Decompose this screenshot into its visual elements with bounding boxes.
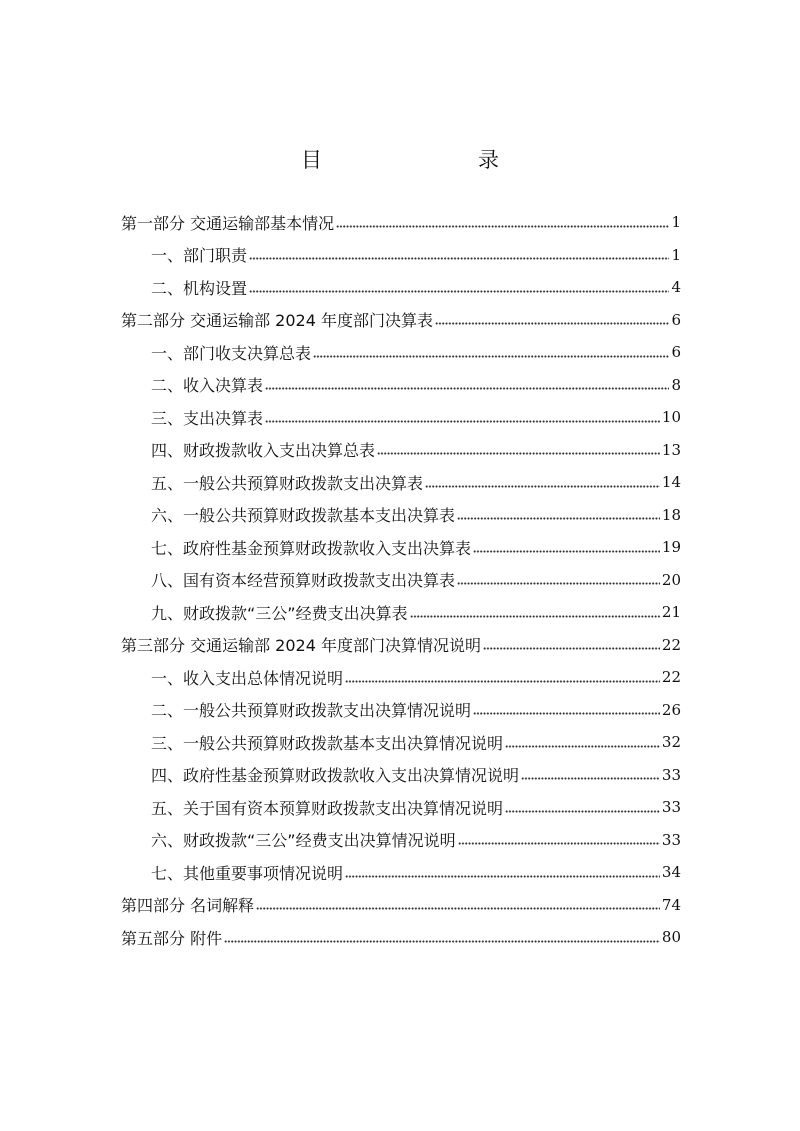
toc-entry-text: 一、部门职责 [151,246,248,266]
dot-leader [473,539,660,555]
toc-section-entry[interactable] [121,271,681,304]
toc-page-number: 32 [661,733,681,752]
toc-section-entry[interactable] [121,856,681,889]
toc-entry-text: 五、关于国有资本预算财政拨款支出决算情况说明 [151,798,504,818]
toc-page-number: 34 [661,863,681,882]
toc-section-entry[interactable] [121,564,681,597]
toc-page-number: 1 [671,213,681,232]
toc-part-entry[interactable] [121,889,681,922]
toc-entry-text: 六、一般公共预算财政拨款基本支出决算表 [151,506,456,526]
toc-entry-text: 一、部门收支决算总表 [151,343,312,363]
dot-leader [435,312,669,328]
toc-entry-text: 一、收入支出总体情况说明 [151,668,344,688]
toc-page-number: 20 [661,570,681,589]
toc-part-entry[interactable] [121,206,681,239]
toc-page-number: 22 [661,635,681,654]
dot-leader [336,214,669,230]
toc-entry-text: 六、财政拨款“三公”经费支出决算情况说明 [151,831,456,851]
toc-page-number: 33 [661,765,681,784]
toc-section-entry[interactable] [121,694,681,727]
toc-section-entry[interactable] [121,531,681,564]
toc-page-number: 33 [661,798,681,817]
toc-section-entry[interactable] [121,336,681,369]
toc-page-number: 6 [671,343,681,362]
toc-page-number: 22 [661,668,681,687]
toc-section-entry[interactable] [121,791,681,824]
toc-entry-text: 第四部分 名词解释 [121,896,255,916]
dot-leader [345,669,660,685]
toc-page-number: 14 [661,473,681,492]
toc-entry-text: 二、机构设置 [151,278,248,298]
toc-page-number: 6 [671,310,681,329]
toc-section-entry[interactable] [121,726,681,759]
toc-part-entry[interactable] [121,921,681,954]
toc-title: 目 录 [301,148,537,172]
toc-page-number: 74 [661,895,681,914]
toc-page-number: 1 [671,245,681,264]
toc-entry-text: 九、财政拨款“三公”经费支出决算表 [151,603,408,623]
toc-section-entry[interactable] [121,499,681,532]
toc-entry-text: 三、一般公共预算财政拨款基本支出决算情况说明 [151,733,504,753]
toc-entry-text: 第五部分 附件 [121,928,223,948]
toc-entry-text: 八、国有资本经营预算财政拨款支出决算表 [151,571,456,591]
toc-entry-text: 第二部分 交通运输部 2024 年度部门决算表 [121,311,433,331]
toc-section-entry[interactable] [121,661,681,694]
dot-leader [249,247,669,263]
dot-leader [249,279,669,295]
toc-entry-text: 三、支出决算表 [151,408,264,428]
dot-leader [458,832,660,848]
dot-leader [505,734,660,750]
toc-entry-text: 四、财政拨款收入支出决算总表 [151,441,376,461]
toc-entry-text: 四、政府性基金预算财政拨款收入支出决算情况说明 [151,766,520,786]
toc-entry-text: 七、其他重要事项情况说明 [151,863,344,883]
toc-section-entry[interactable] [121,369,681,402]
toc-section-entry[interactable] [121,401,681,434]
toc-page-number: 21 [661,603,681,622]
dot-leader [473,702,660,718]
toc-part-entry[interactable] [121,629,681,662]
dot-leader [345,864,660,880]
toc-section-entry[interactable] [121,596,681,629]
dot-leader [313,344,669,360]
toc-entry-text: 二、一般公共预算财政拨款支出决算情况说明 [151,701,472,721]
toc-page-number: 33 [661,830,681,849]
dot-leader [224,929,660,945]
dot-leader [377,442,660,458]
dot-leader [410,604,660,620]
toc-page-number: 19 [661,538,681,557]
toc-entry-text: 二、收入决算表 [151,376,264,396]
toc-page-number: 10 [661,408,681,427]
dot-leader [256,897,660,913]
toc-entry-text: 五、一般公共预算财政拨款支出决算表 [151,473,424,493]
toc-section-entry[interactable] [121,759,681,792]
toc-page-number: 13 [661,440,681,459]
dot-leader [457,572,660,588]
toc-section-entry[interactable] [121,466,681,499]
toc-section-entry[interactable] [121,434,681,467]
dot-leader [505,799,660,815]
dot-leader [265,409,660,425]
toc-entry-text: 第三部分 交通运输部 2024 年度部门决算情况说明 [121,636,481,656]
dot-leader [521,767,660,783]
toc-page-number: 26 [661,700,681,719]
toc-page-number: 4 [671,278,681,297]
dot-leader [457,507,660,523]
dot-leader [483,637,660,653]
toc-part-entry[interactable] [121,304,681,337]
toc-section-entry[interactable] [121,824,681,857]
table-of-contents [121,206,681,954]
toc-page-number: 8 [671,375,681,394]
toc-entry-text: 七、政府性基金预算财政拨款收入支出决算表 [151,538,472,558]
dot-leader [425,474,660,490]
toc-page-number: 80 [661,928,681,947]
toc-entry-text: 第一部分 交通运输部基本情况 [121,213,335,233]
dot-leader [265,377,669,393]
toc-page-number: 18 [661,505,681,524]
toc-section-entry[interactable] [121,239,681,272]
